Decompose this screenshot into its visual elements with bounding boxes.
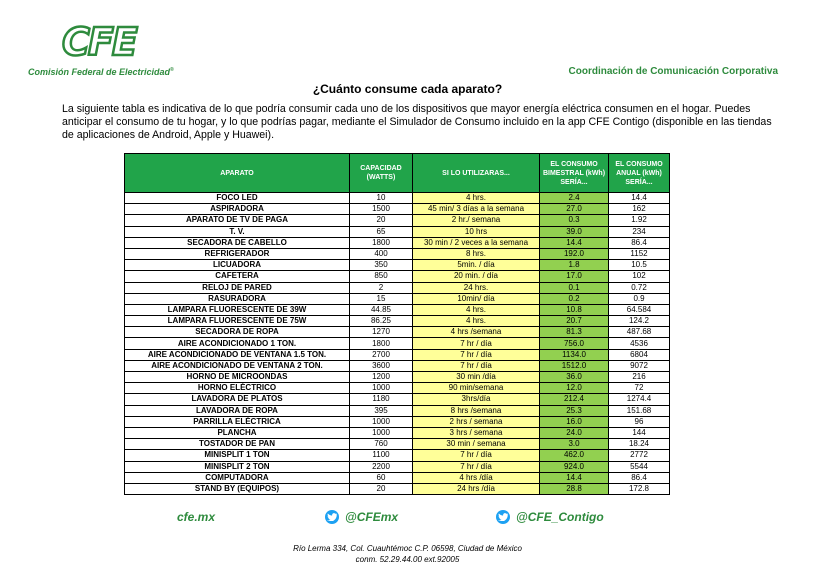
cell-aparato: AIRE ACONDICIONADO DE VENTANA 1.5 TON. <box>125 349 350 360</box>
cell-capacidad: 1000 <box>350 427 413 438</box>
cell-anual: 151.68 <box>609 405 670 416</box>
cell-uso: 4 hrs. <box>413 316 540 327</box>
cell-aparato: FOCO LED <box>125 193 350 204</box>
cell-anual: 234 <box>609 226 670 237</box>
cell-aparato: HORNO DE MICROONDAS <box>125 372 350 383</box>
cell-bimestral: 924.0 <box>540 461 609 472</box>
header-aparato: APARATO <box>125 154 350 193</box>
cell-capacidad: 850 <box>350 271 413 282</box>
table-row <box>125 416 670 427</box>
cell-anual: 86.4 <box>609 237 670 248</box>
cell-capacidad: 350 <box>350 260 413 271</box>
cell-anual: 18.24 <box>609 439 670 450</box>
cell-anual: 216 <box>609 372 670 383</box>
cell-aparato: T. V. <box>125 226 350 237</box>
cell-anual: 6804 <box>609 349 670 360</box>
cell-capacidad: 1000 <box>350 383 413 394</box>
cell-uso: 24 hrs /día <box>413 483 540 494</box>
cell-capacidad: 1500 <box>350 204 413 215</box>
table-body <box>125 193 670 495</box>
cell-uso: 30 min / semana <box>413 439 540 450</box>
cell-bimestral: 81.3 <box>540 327 609 338</box>
cell-aparato: ASPIRADORA <box>125 204 350 215</box>
header-anual: EL CONSUMO ANUAL (kWh) SERÍA... <box>609 154 670 193</box>
cell-anual: 9072 <box>609 360 670 371</box>
table-row <box>125 427 670 438</box>
cell-anual: 0.9 <box>609 293 670 304</box>
cell-uso: 4 hrs /día <box>413 472 540 483</box>
cell-aparato: MINISPLIT 2 TON <box>125 461 350 472</box>
cell-aparato: LAVADORA DE PLATOS <box>125 394 350 405</box>
cell-bimestral: 14.4 <box>540 472 609 483</box>
cell-uso: 5min. / día <box>413 260 540 271</box>
table-row <box>125 282 670 293</box>
cell-uso: 7 hr / día <box>413 360 540 371</box>
cell-uso: 2 hr./ semana <box>413 215 540 226</box>
cell-capacidad: 395 <box>350 405 413 416</box>
cell-anual: 5544 <box>609 461 670 472</box>
cell-aparato: LAMPARA FLUORESCENTE DE 75W <box>125 316 350 327</box>
cell-aparato: CAFETERA <box>125 271 350 282</box>
cell-capacidad: 20 <box>350 483 413 494</box>
twitter-cfe-contigo-text[interactable]: @CFE_Contigo <box>516 510 604 524</box>
cell-aparato: TOSTADOR DE PAN <box>125 439 350 450</box>
cell-capacidad: 86.25 <box>350 316 413 327</box>
cell-bimestral: 16.0 <box>540 416 609 427</box>
cell-uso: 7 hr / día <box>413 338 540 349</box>
header-capacidad: CAPACIDAD (WATTS) <box>350 154 413 193</box>
twitter-cfemx[interactable] <box>325 510 398 524</box>
address-block <box>0 543 815 565</box>
table-row <box>125 483 670 494</box>
cell-aparato: MINISPLIT 1 TON <box>125 450 350 461</box>
cell-uso: 45 min/ 3 días a la semana <box>413 204 540 215</box>
cell-uso: 7 hr / día <box>413 349 540 360</box>
table-row <box>125 405 670 416</box>
cell-uso: 90 min/semana <box>413 383 540 394</box>
cell-capacidad: 1100 <box>350 450 413 461</box>
table-row <box>125 327 670 338</box>
twitter-cfemx-text[interactable]: @CFEmx <box>345 510 399 524</box>
cell-aparato: REFRIGERADOR <box>125 248 350 259</box>
cell-bimestral: 462.0 <box>540 450 609 461</box>
header-uso: SI LO UTILIZARAS... <box>413 154 540 193</box>
cell-capacidad: 2700 <box>350 349 413 360</box>
cell-anual: 162 <box>609 204 670 215</box>
cell-bimestral: 192.0 <box>540 248 609 259</box>
cell-bimestral: 3.0 <box>540 439 609 450</box>
table-row <box>125 472 670 483</box>
table-row <box>125 349 670 360</box>
cell-bimestral: 0.1 <box>540 282 609 293</box>
cell-uso: 10 hrs <box>413 226 540 237</box>
cell-aparato: RELOJ DE PARED <box>125 282 350 293</box>
cell-bimestral: 14.4 <box>540 237 609 248</box>
cell-aparato: AIRE ACONDICIONADO DE VENTANA 2 TON. <box>125 360 350 371</box>
table-row <box>125 248 670 259</box>
coordination-label: Coordinación de Comunicación Corporativa <box>568 66 778 77</box>
cell-aparato: PLANCHA <box>125 427 350 438</box>
logo-subtitle: Comisión Federal de Electricidad® <box>28 67 174 77</box>
cell-anual: 10.5 <box>609 260 670 271</box>
cell-bimestral: 20.7 <box>540 316 609 327</box>
cell-anual: 1152 <box>609 248 670 259</box>
cell-capacidad: 15 <box>350 293 413 304</box>
cell-uso: 30 min /día <box>413 372 540 383</box>
cell-uso: 8 hrs /semana <box>413 405 540 416</box>
cell-anual: 172.8 <box>609 483 670 494</box>
website-link[interactable] <box>177 510 215 524</box>
cell-aparato: AIRE ACONDICIONADO 1 TON. <box>125 338 350 349</box>
table-header-row <box>125 154 670 193</box>
address-line: Río Lerma 334, Col. Cuauhtémoc C.P. 06598, Ciudad de México <box>293 544 522 553</box>
cell-bimestral: 12.0 <box>540 383 609 394</box>
cell-aparato: LICUADORA <box>125 260 350 271</box>
cell-aparato: HORNO ELÉCTRICO <box>125 383 350 394</box>
cell-bimestral: 0.3 <box>540 215 609 226</box>
cell-anual: 64.584 <box>609 304 670 315</box>
cell-anual: 487.68 <box>609 327 670 338</box>
cell-bimestral: 17.0 <box>540 271 609 282</box>
cell-capacidad: 1000 <box>350 416 413 427</box>
intro-paragraph: La siguiente tabla es indicativa de lo que podría consumir cada uno de los dispositivos que mayor energía eléctrica consumen en el hogar. Puedes anticipar el consumo de tu hogar, y lo que podrías pagar, mediante el Simulador de Consumo incluido en la app CFE Contigo (disponible en las tiendas de aplicaciones de Android, Apple y Huawei). <box>62 103 772 141</box>
cell-uso: 10min/ día <box>413 293 540 304</box>
cell-capacidad: 1180 <box>350 394 413 405</box>
cell-capacidad: 10 <box>350 193 413 204</box>
cell-anual: 96 <box>609 416 670 427</box>
cell-capacidad: 65 <box>350 226 413 237</box>
cell-aparato: SECADORA DE ROPA <box>125 327 350 338</box>
twitter-icon <box>496 510 510 524</box>
table-row <box>125 383 670 394</box>
website-text[interactable]: cfe.mx <box>177 510 216 524</box>
cell-capacidad: 400 <box>350 248 413 259</box>
cell-uso: 3hrs/día <box>413 394 540 405</box>
cell-capacidad: 2200 <box>350 461 413 472</box>
cell-uso: 30 min / 2 veces a la semana <box>413 237 540 248</box>
cell-anual: 144 <box>609 427 670 438</box>
cell-bimestral: 25.3 <box>540 405 609 416</box>
cell-capacidad: 1270 <box>350 327 413 338</box>
cell-bimestral: 39.0 <box>540 226 609 237</box>
table-row <box>125 304 670 315</box>
cell-capacidad: 1200 <box>350 372 413 383</box>
table-row <box>125 461 670 472</box>
cell-anual: 72 <box>609 383 670 394</box>
cell-anual: 102 <box>609 271 670 282</box>
cell-anual: 124.2 <box>609 316 670 327</box>
cell-capacidad: 3600 <box>350 360 413 371</box>
cell-anual: 14.4 <box>609 193 670 204</box>
table-row <box>125 193 670 204</box>
cell-bimestral: 1.8 <box>540 260 609 271</box>
twitter-icon <box>325 510 339 524</box>
cell-uso: 4 hrs /semana <box>413 327 540 338</box>
cell-bimestral: 10.8 <box>540 304 609 315</box>
cell-capacidad: 20 <box>350 215 413 226</box>
twitter-cfe-contigo[interactable] <box>496 510 604 524</box>
header-bimestral: EL CONSUMO BIMESTRAL (kWh) SERÍA... <box>540 154 609 193</box>
cell-bimestral: 756.0 <box>540 338 609 349</box>
cell-aparato: SECADORA DE CABELLO <box>125 237 350 248</box>
cell-uso: 3 hrs / semana <box>413 427 540 438</box>
table-row <box>125 237 670 248</box>
cell-bimestral: 36.0 <box>540 372 609 383</box>
cell-capacidad: 760 <box>350 439 413 450</box>
table-row <box>125 316 670 327</box>
cell-uso: 7 hr / día <box>413 450 540 461</box>
cell-uso: 4 hrs. <box>413 193 540 204</box>
cell-bimestral: 28.8 <box>540 483 609 494</box>
cell-anual: 1274.4 <box>609 394 670 405</box>
cell-aparato: COMPUTADORA <box>125 472 350 483</box>
table-row <box>125 271 670 282</box>
cell-capacidad: 1800 <box>350 338 413 349</box>
cell-bimestral: 2.4 <box>540 193 609 204</box>
cell-bimestral: 212.4 <box>540 394 609 405</box>
cell-uso: 20 min. / día <box>413 271 540 282</box>
cell-anual: 2772 <box>609 450 670 461</box>
cell-uso: 24 hrs. <box>413 282 540 293</box>
cell-uso: 2 hrs / semana <box>413 416 540 427</box>
cell-uso: 7 hr / día <box>413 461 540 472</box>
table-row <box>125 226 670 237</box>
table-row <box>125 394 670 405</box>
cell-bimestral: 1134.0 <box>540 349 609 360</box>
cell-anual: 86.4 <box>609 472 670 483</box>
table-row <box>125 215 670 226</box>
cell-bimestral: 24.0 <box>540 427 609 438</box>
table-row <box>125 360 670 371</box>
cell-anual: 4536 <box>609 338 670 349</box>
cell-uso: 8 hrs. <box>413 248 540 259</box>
table-row <box>125 338 670 349</box>
cell-bimestral: 0.2 <box>540 293 609 304</box>
table-row <box>125 439 670 450</box>
cell-aparato: APARATO DE TV DE PAGA <box>125 215 350 226</box>
table-row <box>125 372 670 383</box>
cell-aparato: RASURADORA <box>125 293 350 304</box>
cell-aparato: LAVADORA DE ROPA <box>125 405 350 416</box>
cfe-logo-mark: CFE <box>62 20 136 64</box>
cell-anual: 1.92 <box>609 215 670 226</box>
cell-uso: 4 hrs. <box>413 304 540 315</box>
consumption-table <box>124 153 670 495</box>
cell-aparato: PARRILLA ELÉCTRICA <box>125 416 350 427</box>
cell-bimestral: 1512.0 <box>540 360 609 371</box>
phone-line: conm. 52.29.44.00 ext.92005 <box>355 555 460 564</box>
table-row <box>125 450 670 461</box>
table-row <box>125 293 670 304</box>
cell-aparato: STAND BY (EQUIPOS) <box>125 483 350 494</box>
cell-capacidad: 1800 <box>350 237 413 248</box>
table-row <box>125 260 670 271</box>
cell-bimestral: 27.0 <box>540 204 609 215</box>
cell-capacidad: 2 <box>350 282 413 293</box>
cell-aparato: LAMPARA FLUORESCENTE DE 39W <box>125 304 350 315</box>
page-title: ¿Cuánto consume cada aparato? <box>312 82 503 96</box>
cell-capacidad: 60 <box>350 472 413 483</box>
cell-capacidad: 44.85 <box>350 304 413 315</box>
cell-anual: 0.72 <box>609 282 670 293</box>
table-row <box>125 204 670 215</box>
